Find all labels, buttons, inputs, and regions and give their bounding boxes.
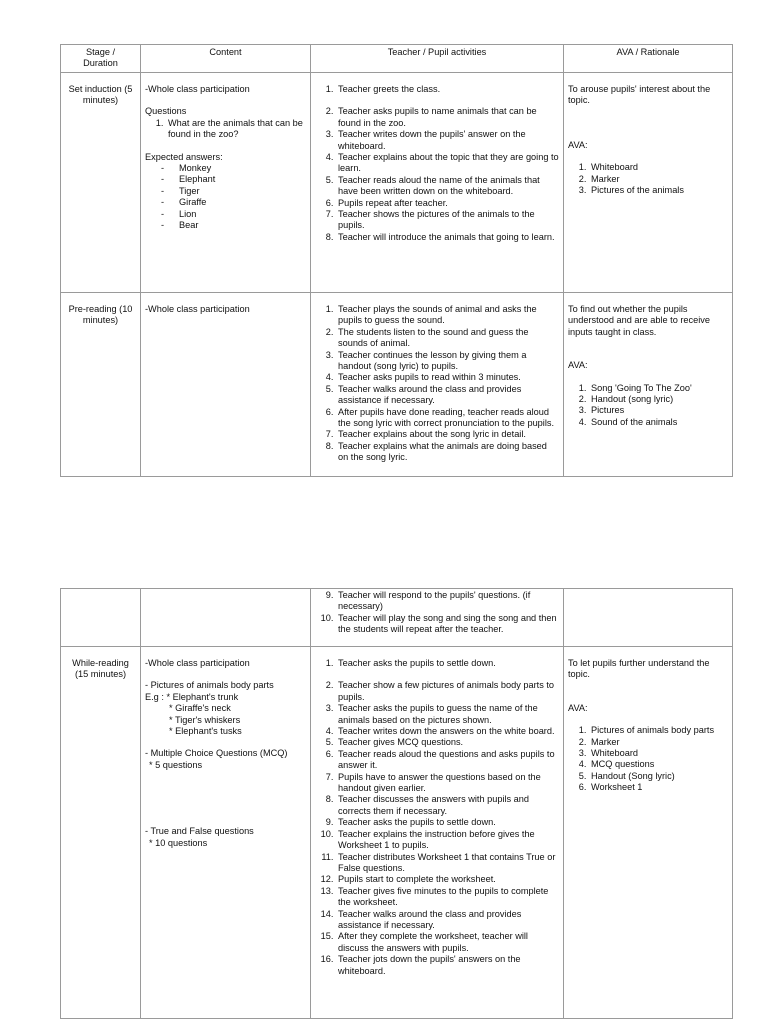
picture-item: * Elephant's trunk [166,691,239,702]
row-pre-reading [61,293,733,477]
activity-item: 6. Pupils repeat after teacher. [336,198,559,209]
activity-item: 5. Teacher gives MCQ questions. [336,737,559,748]
expected-item: - Bear [161,220,306,231]
mcq-label: - Multiple Choice Questions (MCQ) [145,748,288,759]
ava-item: 5. Handout (Song lyric) [589,771,728,782]
activity-item: 5. Teacher walks around the class and provides assistance if necessary. [336,384,559,407]
activities-continuation [311,589,564,647]
eg-label: E.g : [145,691,164,702]
activity-item: 8. Teacher discusses the answers with pupils and corrects them if necessary. [336,794,559,817]
participation-text: -Whole class participation [145,304,250,314]
ava-label: AVA: [568,139,588,150]
activity-item: 4. Teacher explains about the topic that they are going to learn. [336,152,559,175]
lesson-plan-table-2 [60,588,733,1019]
ava-item: 2. Marker [589,174,728,185]
activity-item: 10. Teacher will play the song and sing the song and then the students will repeat after the teacher. [336,613,559,636]
mcq-count: * 5 questions [149,759,203,770]
stage-pre-reading: Pre-reading (10 minutes) [61,293,141,477]
activity-item: 10. Teacher explains the instruction before gives the Worksheet 1 to pupils. [336,829,559,852]
activities-while-reading [311,647,564,1019]
activity-item: 5. Teacher reads aloud the name of the animals that have been written down on the whiteboard. [336,175,559,198]
rationale-pre-reading [564,293,733,477]
pictures-label: - Pictures of animals body parts [145,680,274,691]
stage-empty [61,589,141,647]
ava-list [568,725,728,793]
expected-item: - Tiger [161,186,306,197]
activity-item: 16. Teacher jots down the pupils' answers on the whiteboard. [336,954,559,977]
header-rationale: AVA / Rationale [564,45,733,73]
expected-item: - Elephant [161,174,306,185]
stage-while-reading: While-reading (15 minutes) [61,647,141,1019]
activity-item: 1. Teacher asks the pupils to settle down. [336,658,559,669]
expected-list [145,163,306,231]
rationale-set-induction [564,73,733,293]
content-pre-reading [141,293,311,477]
activity-item: 6. Teacher reads aloud the questions and asks pupils to answer it. [336,749,559,772]
activity-item: 3. Teacher writes down the pupils' answer on the whiteboard. [336,129,559,152]
ava-item: 3. Pictures [589,405,728,416]
activity-item: 2. Teacher asks pupils to name animals that can be found in the zoo. [336,106,559,129]
header-stage: Stage / Duration [61,45,141,73]
activities-list [315,304,559,464]
tf-label: - True and False questions [145,826,254,837]
expected-item: - Lion [161,209,306,220]
activity-item: 13. Teacher gives five minutes to the pupils to complete the worksheet. [336,886,559,909]
activity-item: 7. Teacher shows the pictures of the animals to the pupils. [336,209,559,232]
stage-set-induction: Set induction (5 minutes) [61,73,141,293]
activity-item: 2. Teacher show a few pictures of animals body parts to pupils. [336,680,559,703]
activity-item: 8. Teacher will introduce the animals that going to learn. [336,232,559,243]
row-set-induction [61,73,733,293]
activity-item: 1. Teacher plays the sounds of animal and asks the pupils to guess the sound. [336,304,559,327]
activities-set-induction [311,73,564,293]
ava-item: 1. Pictures of animals body parts [589,725,728,736]
picture-item: * Elephant's tusks [169,726,242,737]
ava-item: 2. Marker [589,737,728,748]
activity-item: 4. Teacher writes down the answers on the white board. [336,726,559,737]
activity-item: 9. Teacher asks the pupils to settle down. [336,817,559,828]
participation-text: -Whole class participation [145,84,250,94]
activities-list [315,658,559,977]
activity-item: 12. Pupils start to complete the worksheet. [336,874,559,885]
ava-item: 3. Whiteboard [589,748,728,759]
header-activities: Teacher / Pupil activities [311,45,564,73]
content-empty [141,589,311,647]
ava-list [568,162,728,196]
participation-text: -Whole class participation [145,658,250,668]
ava-label: AVA: [568,360,588,371]
ava-label: AVA: [568,702,588,713]
expected-label: Expected answers: [145,151,223,162]
expected-item: - Monkey [161,163,306,174]
picture-item: * Giraffe's neck [169,703,231,714]
questions-label: Questions [145,106,187,117]
rationale-text: To arouse pupils' interest about the topic. [568,84,711,106]
activity-item: 15. After they complete the worksheet, teacher will discuss the answers with pupils. [336,931,559,954]
ava-item: 4. Sound of the animals [589,417,728,428]
activities-list [315,84,559,243]
activity-item: 3. Teacher continues the lesson by giving them a handout (song lyric) to pupils. [336,350,559,373]
row-while-reading [61,647,733,1019]
activity-item: 4. Teacher asks pupils to read within 3 minutes. [336,372,559,383]
ava-item: 1. Song 'Going To The Zoo' [589,383,728,394]
questions-list [145,118,306,141]
content-while-reading [141,647,311,1019]
ava-item: 4. MCQ questions [589,759,728,770]
rationale-empty [564,589,733,647]
activities-pre-reading [311,293,564,477]
activity-item: 7. Teacher explains about the song lyric in detail. [336,429,559,440]
ava-item: 2. Handout (song lyric) [589,394,728,405]
ava-item: 1. Whiteboard [589,162,728,173]
ava-list [568,383,728,429]
ava-item: 6. Worksheet 1 [589,782,728,793]
rationale-text: To find out whether the pupils understood and are able to receive inputs taught in class. [568,304,710,337]
tf-count: * 10 questions [149,837,208,848]
ava-item: 3. Pictures of the animals [589,185,728,196]
rationale-while-reading [564,647,733,1019]
pictures-list [145,692,306,738]
content-set-induction [141,73,311,293]
activity-item: 11. Teacher distributes Worksheet 1 that contains True or False questions. [336,852,559,875]
question-item: 1. What are the animals that can be found in the zoo? [166,118,306,141]
header-row [61,45,733,73]
picture-item: * Tiger's whiskers [169,714,241,725]
activity-item: 14. Teacher walks around the class and provides assistance if necessary. [336,909,559,932]
header-content: Content [141,45,311,73]
activity-item: 9. Teacher will respond to the pupils' questions. (if necessary) [336,590,559,613]
activity-item: 2. The students listen to the sound and guess the sounds of animal. [336,327,559,350]
activity-item: 6. After pupils have done reading, teacher reads aloud the song lyric with correct pronunciation to the pupils. [336,407,559,430]
expected-item: - Giraffe [161,197,306,208]
activity-item: 8. Teacher explains what the animals are doing based on the song lyric. [336,441,559,464]
activity-item: 3. Teacher asks the pupils to guess the name of the animals based on the pictures shown. [336,703,559,726]
rationale-text: To let pupils further understand the topic. [568,658,710,680]
row-continuation [61,589,733,647]
lesson-plan-table-1 [60,44,733,477]
activity-item: 7. Pupils have to answer the questions based on the handout given earlier. [336,772,559,795]
activities-list [315,590,559,636]
activity-item: 1. Teacher greets the class. [336,84,559,95]
